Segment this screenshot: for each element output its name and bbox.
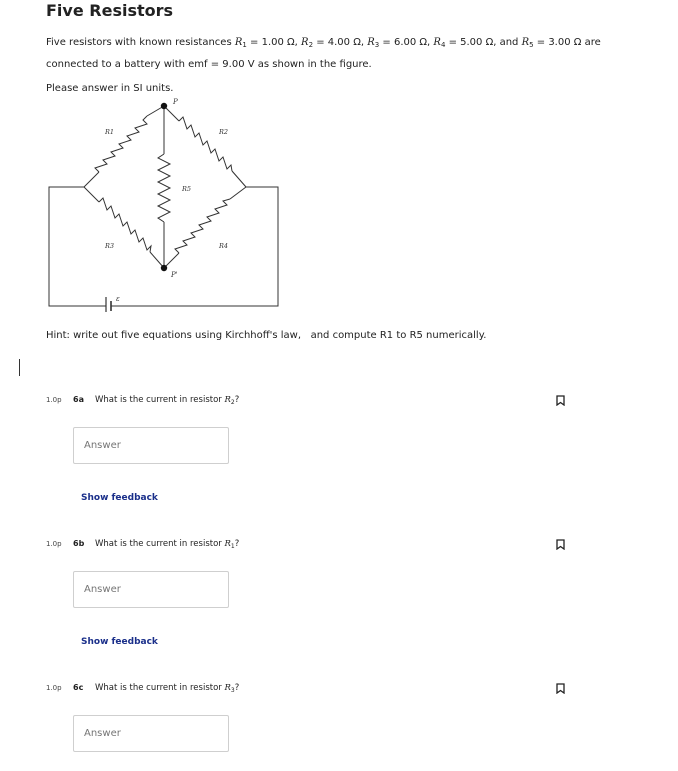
bookmark-icon[interactable] — [556, 683, 565, 694]
label-p: P — [173, 98, 178, 106]
label-r4: R4 — [219, 242, 229, 250]
resistor-symbol: R — [367, 37, 375, 48]
question-resistor-symbol: R — [224, 395, 231, 405]
answer-input-6a[interactable] — [73, 427, 229, 464]
label-r5: R5 — [182, 185, 192, 193]
resistor-value: = 5.00 Ω, and — [445, 37, 522, 48]
resistor-r5 — [158, 154, 170, 222]
label-p-prime: P' — [171, 271, 178, 279]
resistor-value: = 6.00 Ω, — [379, 37, 434, 48]
resistor-subscript: 1 — [242, 41, 247, 49]
question-number: 6b — [73, 539, 85, 548]
circuit-diagram — [44, 96, 284, 312]
intro-text-line2: connected to a battery with emf = 9.00 V as shown in the figure. — [46, 59, 372, 70]
show-feedback-link-6b[interactable]: Show feedback — [81, 637, 158, 647]
question-text-suffix: ? — [234, 683, 240, 693]
hint-text: Hint: write out five equations using Kirchhoff's law, and compute R1 to R5 numerically. — [46, 330, 487, 341]
wire-r1-a — [84, 172, 99, 187]
resistor-value: = 4.00 Ω, — [313, 37, 368, 48]
question-text-prefix: What is the current in resistor — [95, 683, 225, 693]
label-r1: R1 — [105, 128, 115, 136]
question-points: 1.0p — [46, 396, 62, 404]
question-text — [95, 395, 239, 406]
label-r2: R2 — [219, 128, 229, 136]
node-p-prime — [161, 265, 167, 271]
resistor-r2 — [179, 117, 232, 171]
bookmark-icon[interactable] — [556, 395, 565, 406]
resistor-subscript: 5 — [529, 41, 534, 49]
si-units-note: Please answer in SI units. — [46, 83, 174, 94]
answer-input-6b[interactable] — [73, 571, 229, 608]
answer-input-6c[interactable] — [73, 715, 229, 752]
question-text-suffix: ? — [234, 395, 240, 405]
resistor-symbol: R — [433, 37, 441, 48]
resistor-value: = 1.00 Ω, — [246, 37, 302, 48]
resistor-symbol: R — [521, 37, 530, 48]
question-resistor-symbol: R — [224, 539, 231, 549]
resistor-subscript: 4 — [440, 41, 446, 49]
question-text-prefix: What is the current in resistor — [95, 539, 225, 549]
question-text — [95, 683, 239, 694]
question-number: 6a — [73, 395, 84, 404]
resistor-value: = 3.00 Ω are — [533, 37, 601, 48]
page-title: Five Resistors — [46, 1, 174, 20]
wire-r3-a — [84, 187, 99, 202]
question-text-suffix: ? — [234, 539, 240, 549]
label-r3: R3 — [105, 242, 115, 250]
resistor-subscript: 2 — [308, 41, 314, 49]
question-resistor-subscript: 2 — [230, 399, 235, 406]
question-resistor-symbol: R — [224, 683, 231, 693]
bookmark-icon[interactable] — [556, 539, 565, 550]
node-p — [161, 103, 167, 109]
show-feedback-link-6a[interactable]: Show feedback — [81, 493, 158, 503]
wire-left — [49, 187, 102, 306]
problem-statement — [46, 33, 616, 75]
resistor-symbol: R — [301, 37, 309, 48]
text-cursor — [19, 359, 20, 376]
wire-right — [116, 187, 278, 306]
question-points: 1.0p — [46, 684, 62, 692]
question-resistor-subscript: 3 — [230, 687, 235, 694]
question-points: 1.0p — [46, 540, 62, 548]
question-number: 6c — [73, 683, 84, 692]
resistor-r1 — [95, 116, 147, 172]
question-resistor-subscript: 1 — [230, 543, 235, 550]
resistor-subscript: 3 — [374, 41, 380, 49]
intro-text: Five resistors with known resistances — [46, 37, 235, 48]
question-text — [95, 539, 239, 550]
wire-r2-b — [232, 171, 246, 187]
resistor-symbol: R — [234, 37, 243, 48]
question-text-prefix: What is the current in resistor — [95, 395, 225, 405]
wire-r4-b — [230, 187, 246, 199]
label-emf: ε — [116, 295, 120, 303]
